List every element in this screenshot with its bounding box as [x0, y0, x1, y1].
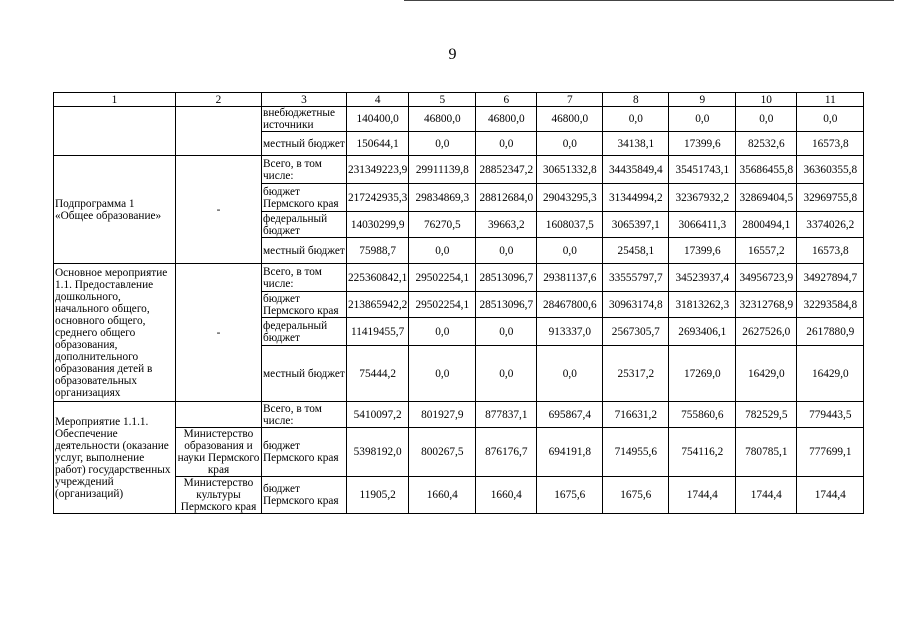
value-cell: 217242935,3 — [347, 184, 409, 212]
funding-source-cell: бюджет Пермского края — [262, 292, 347, 318]
value-cell: 29502254,1 — [409, 292, 476, 318]
value-cell: 39663,2 — [476, 212, 537, 238]
value-cell: 28513096,7 — [476, 264, 537, 292]
value-cell: 2627526,0 — [736, 318, 797, 346]
value-cell: 0,0 — [476, 318, 537, 346]
value-cell: 0,0 — [409, 132, 476, 156]
value-cell: 29502254,1 — [409, 264, 476, 292]
col-header: 8 — [603, 93, 669, 107]
value-cell: 779443,5 — [797, 402, 864, 428]
value-cell: 28467800,6 — [537, 292, 603, 318]
value-cell: 32969755,8 — [797, 184, 864, 212]
col-header: 5 — [409, 93, 476, 107]
value-cell: 35686455,8 — [736, 156, 797, 184]
value-cell: 33555797,7 — [603, 264, 669, 292]
program-name-cell: Мероприятие 1.1.1. Обеспечение деятельности (оказание услуг, выполнение работ) государственных учреждений (организаций) — [54, 402, 176, 514]
value-cell: 877837,1 — [476, 402, 537, 428]
value-cell: 34927894,7 — [797, 264, 864, 292]
value-cell: 0,0 — [537, 132, 603, 156]
funding-source-cell: бюджет Пермского края — [262, 184, 347, 212]
executor-cell — [176, 402, 262, 428]
value-cell: 16557,2 — [736, 238, 797, 264]
value-cell: 34956723,9 — [736, 264, 797, 292]
value-cell: 1675,6 — [537, 477, 603, 514]
funding-source-cell: бюджет Пермского края — [262, 477, 347, 514]
value-cell: 29043295,3 — [537, 184, 603, 212]
executor-cell: - — [176, 156, 262, 264]
value-cell: 1744,4 — [669, 477, 736, 514]
funding-source-cell: Всего, в том числе: — [262, 156, 347, 184]
funding-source-cell: Всего, в том числе: — [262, 264, 347, 292]
value-cell: 25458,1 — [603, 238, 669, 264]
value-cell: 0,0 — [603, 107, 669, 132]
value-cell: 82532,6 — [736, 132, 797, 156]
value-cell: 34435849,4 — [603, 156, 669, 184]
value-cell: 34138,1 — [603, 132, 669, 156]
value-cell: 46800,0 — [537, 107, 603, 132]
value-cell: 150644,1 — [347, 132, 409, 156]
value-cell: 3066411,3 — [669, 212, 736, 238]
value-cell: 32312768,9 — [736, 292, 797, 318]
executor-cell: Министерство культуры Пермского края — [176, 477, 262, 514]
executor-cell — [176, 107, 262, 156]
table-row — [54, 428, 864, 477]
value-cell: 231349223,9 — [347, 156, 409, 184]
value-cell: 5398192,0 — [347, 428, 409, 477]
value-cell: 25317,2 — [603, 346, 669, 402]
value-cell: 0,0 — [736, 107, 797, 132]
value-cell: 2800494,1 — [736, 212, 797, 238]
table-row — [54, 107, 864, 132]
value-cell: 28513096,7 — [476, 292, 537, 318]
value-cell: 876176,7 — [476, 428, 537, 477]
value-cell: 17399,6 — [669, 132, 736, 156]
funding-source-cell: местный бюджет — [262, 132, 347, 156]
value-cell: 0,0 — [409, 238, 476, 264]
value-cell: 913337,0 — [537, 318, 603, 346]
funding-source-cell: местный бюджет — [262, 346, 347, 402]
value-cell: 1744,4 — [736, 477, 797, 514]
value-cell: 29911139,8 — [409, 156, 476, 184]
value-cell: 32367932,2 — [669, 184, 736, 212]
table-row — [54, 402, 864, 428]
header-row — [54, 93, 864, 107]
value-cell: 695867,4 — [537, 402, 603, 428]
value-cell: 0,0 — [409, 318, 476, 346]
page-number: 9 — [448, 46, 457, 63]
value-cell: 0,0 — [476, 132, 537, 156]
value-cell: 36360355,8 — [797, 156, 864, 184]
value-cell: 2617880,9 — [797, 318, 864, 346]
funding-source-cell: Всего, в том числе: — [262, 402, 347, 428]
value-cell: 31344994,2 — [603, 184, 669, 212]
value-cell: 75444,2 — [347, 346, 409, 402]
col-header: 1 — [54, 93, 176, 107]
col-header: 9 — [669, 93, 736, 107]
executor-cell: Министерство образования и науки Пермского края — [176, 428, 262, 477]
col-header: 3 — [262, 93, 347, 107]
funding-source-cell: местный бюджет — [262, 238, 347, 264]
value-cell: 30651332,8 — [537, 156, 603, 184]
program-name-cell: Подпрограмма 1 «Общее образование» — [54, 156, 176, 264]
value-cell: 780785,1 — [736, 428, 797, 477]
col-header: 10 — [736, 93, 797, 107]
value-cell: 3374026,2 — [797, 212, 864, 238]
value-cell: 28812684,0 — [476, 184, 537, 212]
value-cell: 29381137,6 — [537, 264, 603, 292]
funding-source-cell: внебюджетные источники — [262, 107, 347, 132]
value-cell: 1660,4 — [476, 477, 537, 514]
value-cell: 14030299,9 — [347, 212, 409, 238]
value-cell: 140400,0 — [347, 107, 409, 132]
executor-cell: - — [176, 264, 262, 402]
col-header: 7 — [537, 93, 603, 107]
value-cell: 46800,0 — [476, 107, 537, 132]
value-cell: 213865942,2 — [347, 292, 409, 318]
funding-source-cell: бюджет Пермского края — [262, 428, 347, 477]
value-cell: 755860,6 — [669, 402, 736, 428]
value-cell: 0,0 — [537, 238, 603, 264]
program-name-cell — [54, 107, 176, 156]
value-cell: 31813262,3 — [669, 292, 736, 318]
value-cell: 35451743,1 — [669, 156, 736, 184]
value-cell: 0,0 — [476, 238, 537, 264]
value-cell: 17269,0 — [669, 346, 736, 402]
value-cell: 2567305,7 — [603, 318, 669, 346]
value-cell: 32869404,5 — [736, 184, 797, 212]
value-cell: 0,0 — [537, 346, 603, 402]
value-cell: 0,0 — [669, 107, 736, 132]
col-header: 4 — [347, 93, 409, 107]
value-cell: 0,0 — [797, 107, 864, 132]
value-cell: 801927,9 — [409, 402, 476, 428]
top-rule — [404, 0, 894, 1]
value-cell: 3065397,1 — [603, 212, 669, 238]
value-cell: 782529,5 — [736, 402, 797, 428]
value-cell: 777699,1 — [797, 428, 864, 477]
value-cell: 1675,6 — [603, 477, 669, 514]
table-row — [54, 156, 864, 184]
value-cell: 754116,2 — [669, 428, 736, 477]
value-cell: 714955,6 — [603, 428, 669, 477]
funding-source-cell: федеральный бюджет — [262, 212, 347, 238]
value-cell: 46800,0 — [409, 107, 476, 132]
value-cell: 1608037,5 — [537, 212, 603, 238]
value-cell: 0,0 — [476, 346, 537, 402]
value-cell: 75988,7 — [347, 238, 409, 264]
value-cell: 28852347,2 — [476, 156, 537, 184]
value-cell: 16429,0 — [797, 346, 864, 402]
value-cell: 29834869,3 — [409, 184, 476, 212]
value-cell: 16429,0 — [736, 346, 797, 402]
budget-table — [53, 92, 864, 514]
value-cell: 16573,8 — [797, 132, 864, 156]
table-row — [54, 477, 864, 514]
value-cell: 225360842,1 — [347, 264, 409, 292]
value-cell: 1660,4 — [409, 477, 476, 514]
value-cell: 32293584,8 — [797, 292, 864, 318]
value-cell: 11905,2 — [347, 477, 409, 514]
table-row — [54, 264, 864, 292]
value-cell: 16573,8 — [797, 238, 864, 264]
value-cell: 800267,5 — [409, 428, 476, 477]
value-cell: 34523937,4 — [669, 264, 736, 292]
value-cell: 0,0 — [409, 346, 476, 402]
program-name-cell: Основное мероприятие 1.1. Предоставление дошкольного, начального общего, основного общего, среднего общего образования, дополнительного образования детей в образовательных организациях — [54, 264, 176, 402]
value-cell: 716631,2 — [603, 402, 669, 428]
value-cell: 694191,8 — [537, 428, 603, 477]
value-cell: 11419455,7 — [347, 318, 409, 346]
col-header: 11 — [797, 93, 864, 107]
value-cell: 5410097,2 — [347, 402, 409, 428]
value-cell: 30963174,8 — [603, 292, 669, 318]
funding-source-cell: федеральный бюджет — [262, 318, 347, 346]
col-header: 2 — [176, 93, 262, 107]
value-cell: 2693406,1 — [669, 318, 736, 346]
value-cell: 1744,4 — [797, 477, 864, 514]
value-cell: 17399,6 — [669, 238, 736, 264]
value-cell: 76270,5 — [409, 212, 476, 238]
col-header: 6 — [476, 93, 537, 107]
